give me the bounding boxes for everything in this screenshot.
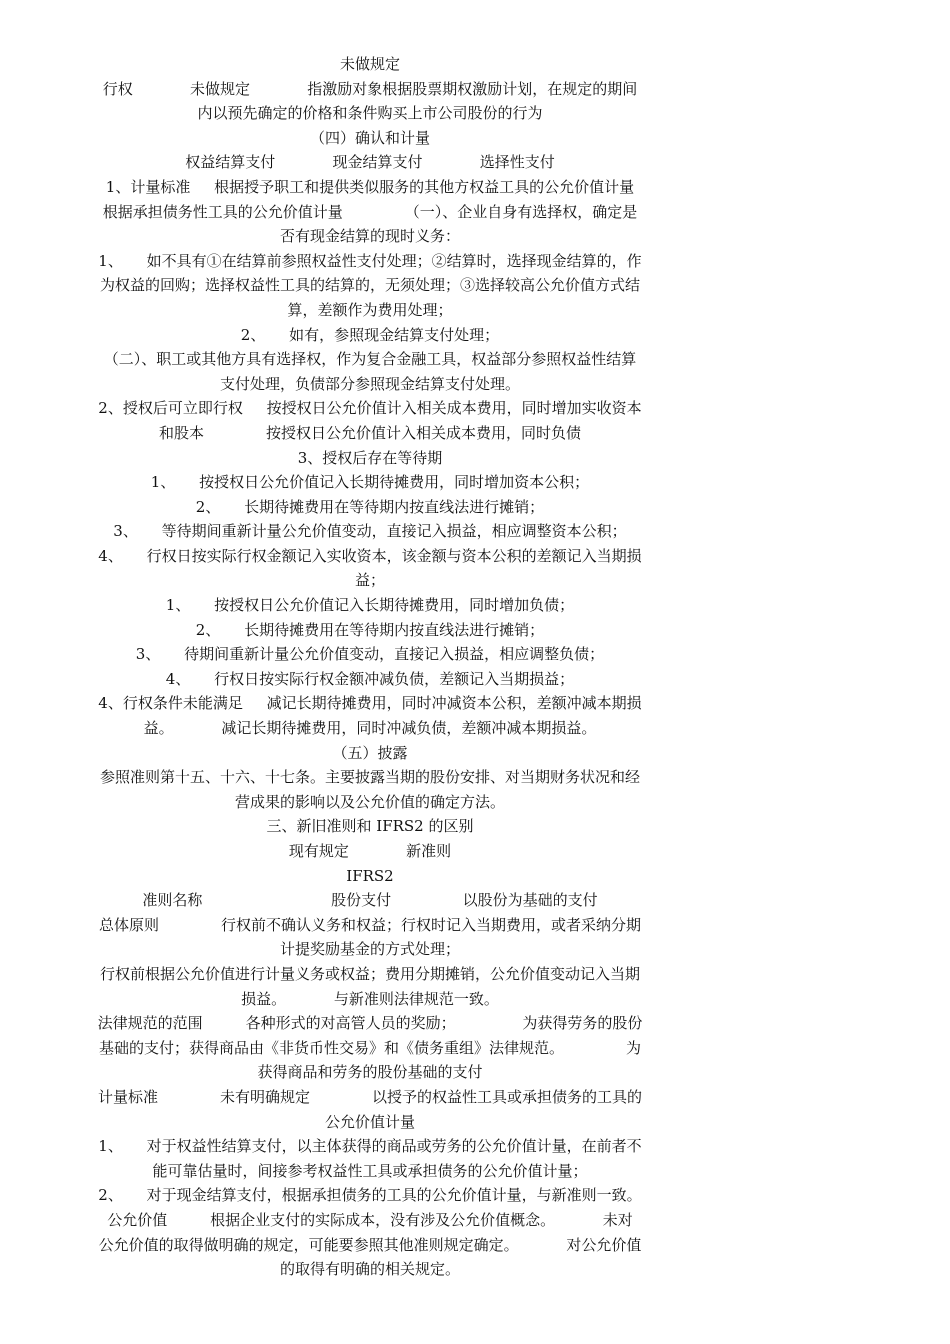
doc-line: 支付处理，负债部分参照现金结算支付处理。 [219, 374, 520, 393]
doc-line: 参照准则第十五、十六、十七条。主要披露当期的股份安排、对当期财务状况和经 [99, 768, 640, 787]
doc-line: 益； [354, 571, 385, 590]
doc-line: 4、 行权日按实际行权金额记入实收资本，该金额与资本公积的差额记入当期损 [98, 546, 642, 565]
doc-line: 1、计量标准 根据授予职工和提供类似服务的其他方权益工具的公允价值计量 [105, 177, 635, 196]
doc-line: 的取得有明确的相关规定。 [279, 1260, 460, 1279]
doc-line: 基础的支付；获得商品由《非货币性交易》和《债务重组》法律规范。 为 [99, 1038, 641, 1057]
doc-line: 营成果的影响以及公允价值的确定方法。 [234, 792, 505, 811]
doc-line: 公允价值的取得做明确的规定，可能要参照其他准则规定确定。 对公允价值 [98, 1235, 642, 1254]
doc-line: 根据承担债务性工具的公允价值计量 （一）、企业自身有选择权，确定是 [102, 202, 638, 221]
doc-line: 能可靠估量时，间接参考权益性工具或承担债务的公允价值计量； [152, 1161, 588, 1180]
doc-line: 3、 等待期间重新计量公允价值变动，直接记入损益，相应调整资本公积； [113, 522, 627, 541]
section-heading: （四）确认和计量 [309, 128, 430, 147]
document-page [52, 52, 688, 1282]
doc-line: 内以预先确定的价格和条件购买上市公司股份的行为 [197, 104, 543, 123]
doc-line: 公允价值计量 [324, 1112, 415, 1131]
doc-line: 行权前根据公允价值进行计量义务或权益；费用分期摊销，公允价值变动记入当期 [99, 964, 640, 983]
doc-line: 计提奖励基金的方式处理； [279, 940, 460, 959]
doc-line: 算，差额作为费用处理； [287, 300, 453, 319]
doc-line: 3、 待期间重新计量公允价值变动，直接记入损益，相应调整负债； [135, 645, 605, 664]
doc-line: （二）、职工或其他方具有选择权，作为复合金融工具，权益部分参照权益性结算 [103, 350, 637, 369]
doc-line: 权益结算支付 现金结算支付 选择性支付 [185, 153, 555, 172]
doc-line: 损益。 与新准则法律规范一致。 [241, 989, 499, 1008]
doc-line: 益。 减记长期待摊费用，同时冲减负债，差额冲减本期损益。 [143, 719, 597, 738]
doc-line: 4、 行权日按实际行权金额冲减负债，差额记入当期损益； [165, 669, 575, 688]
doc-line: 现有规定 新准则 [288, 842, 452, 860]
doc-line: 和股本 按授权日公允价值计入相关成本费用，同时负债 [159, 423, 581, 442]
doc-line: 总体原则 行权前不确认义务和权益；行权时记入当期费用，或者采纳分期 [99, 915, 641, 934]
doc-line: 为权益的回购；选择权益性工具的结算的，无须处理；③选择较高公允价值方式结 [99, 276, 640, 295]
doc-line: 行权 未做规定 指激励对象根据股票期权激励计划，在规定的期间 [102, 79, 638, 98]
doc-line: 2、 对于现金结算支付，根据承担债务的工具的公允价值计量，与新准则一致。 [98, 1186, 642, 1205]
doc-line: IFRS2 [346, 866, 394, 885]
doc-line: 未做规定 [339, 55, 400, 73]
doc-line: 2、 长期待摊费用在等待期内按直线法进行摊销； [195, 620, 545, 639]
doc-line: 1、 对于权益性结算支付，以主体获得的商品或劳务的公允价值计量，在前者不 [98, 1137, 642, 1156]
doc-line: 1、 如不具有①在结算前参照权益性支付处理；②结算时，选择现金结算的，作 [98, 251, 642, 270]
doc-line: 3、授权后存在等待期 [297, 448, 443, 467]
doc-line: 4、行权条件未能满足 减记长期待摊费用，同时冲减资本公积，差额冲减本期损 [98, 694, 642, 713]
section-heading: 三、新旧准则和 IFRS2 的区别 [266, 817, 474, 836]
doc-line: 公允价值 根据企业支付的实际成本，没有涉及公允价值概念。 未对 [107, 1210, 633, 1229]
doc-line: 1、 按授权日公允价值记入长期待摊费用，同时增加负债； [165, 596, 575, 615]
section-heading: （五）披露 [332, 743, 408, 762]
doc-line: 否有现金结算的现时义务： [279, 227, 460, 246]
doc-line: 准则名称 股份支付 以股份为基础的支付 [142, 891, 598, 910]
doc-line: 法律规范的范围 各种形式的对高管人员的奖励； 为获得劳务的股份 [97, 1014, 643, 1033]
doc-line: 获得商品和劳务的股份基础的支付 [257, 1063, 483, 1082]
doc-line: 计量标准 未有明确规定 以授予的权益性工具或承担债务的工具的 [98, 1087, 642, 1106]
doc-line: 1、 按授权日公允价值记入长期待摊费用，同时增加资本公积； [150, 473, 590, 492]
doc-line: 2、授权后可立即行权 按授权日公允价值计入相关成本费用，同时增加实收资本 [98, 399, 642, 418]
doc-line: 2、 如有，参照现金结算支付处理； [240, 325, 500, 344]
doc-line: 2、 长期待摊费用在等待期内按直线法进行摊销； [195, 497, 545, 516]
